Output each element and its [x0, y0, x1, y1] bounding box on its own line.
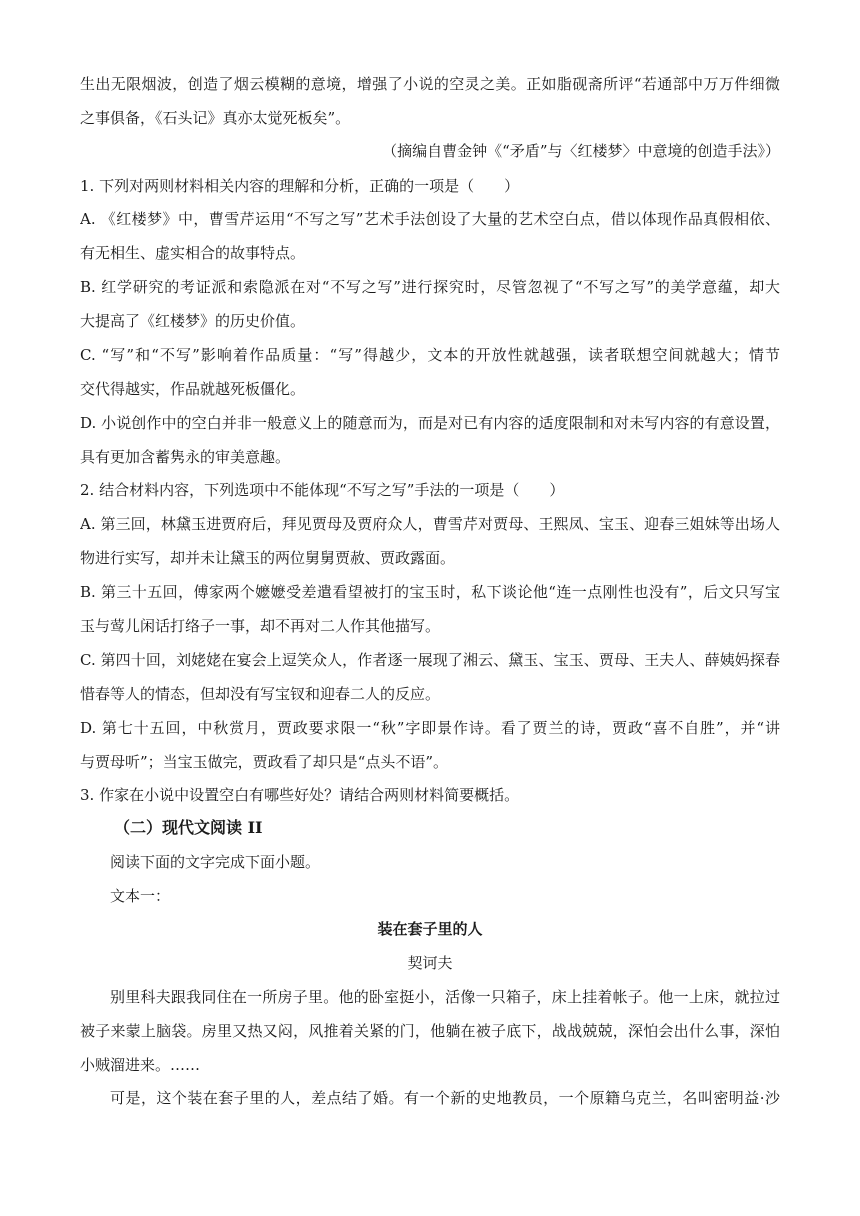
q2-option-a: A. 第三回，林黛玉进贾府后，拜见贾母及贾府众人，曹雪芹对贾母、王熙凤、宝玉、迎春三姐妹等出场人	[80, 515, 780, 533]
q1-option-a-cont: 有无相生、虚实相合的故事特点。	[80, 244, 306, 262]
story-paragraph-line: 小贼溜进来。……	[80, 1056, 201, 1074]
q1-option-c-cont: 交代得越实，作品就越死板僵化。	[80, 380, 306, 398]
q2-option-b: B. 第三十五回，傅家两个嬷嬷受差遣看望被打的宝玉时，私下谈论他“连一点刚性也没有”，后文只写宝	[80, 583, 780, 601]
q1-option-a: A. 《红楼梦》中，曹雪芹运用“不写之写”艺术手法创设了大量的艺术空白点，借以体现作品真假相依、	[80, 210, 780, 228]
q2-option-c: C. 第四十回，刘姥姥在宴会上逗笑众人，作者逐一展现了湘云、黛玉、宝玉、贾母、王夫人、薛姨妈探春	[80, 651, 780, 669]
story-author: 契诃夫	[407, 954, 453, 972]
q1-option-c: C. “写”和“不写”影响着作品质量：“写”得越少，文本的开放性就越强，读者联想空间就越大；情节	[80, 346, 780, 364]
reading-instruction: 阅读下面的文字完成下面小题。	[110, 853, 321, 871]
section-heading: （二）现代文阅读 II	[114, 818, 263, 837]
passage-line: 之事俱备，《石头记》真亦太觉死板矣”。	[80, 109, 351, 127]
q1-option-b-cont: 大提高了《红楼梦》的历史价值。	[80, 312, 306, 330]
story-paragraph-line: 别里科夫跟我同住在一所房子里。他的卧室挺小，活像一只箱子，床上挂着帐子。他一上床，就拉过	[110, 988, 780, 1006]
q2-option-b-cont: 玉与莺儿闲话打络子一事，却不再对二人作其他描写。	[80, 617, 441, 635]
story-title: 装在套子里的人	[377, 920, 483, 938]
q2-option-d-cont: 与贾母听”；当宝玉做完，贾政看了却只是“点头不语”。	[80, 753, 449, 771]
passage-line: 生出无限烟波，创造了烟云模糊的意境，增强了小说的空灵之美。正如脂砚斋所评“若通部中万万件细微	[80, 75, 780, 93]
text-label: 文本一：	[110, 887, 171, 905]
story-paragraph-line: 被子来蒙上脑袋。房里又热又闷，风推着关紧的门，他躺在被子底下，战战兢兢，深怕会出什么事，深怕	[80, 1022, 780, 1040]
q1-option-b: B. 红学研究的考证派和索隐派在对“不写之写”进行探究时，尽管忽视了“不写之写”的美学意蕴，却大	[80, 278, 780, 296]
citation: （摘编自曹金钟《“矛盾”与〈红楼梦〉中意境的创造手法》）	[382, 142, 780, 160]
question-1-stem: 1. 下列对两则材料相关内容的理解和分析，正确的一项是（ ）	[80, 177, 520, 195]
question-3-stem: 3. 作家在小说中设置空白有哪些好处？请结合两则材料简要概括。	[80, 786, 520, 804]
story-paragraph-line: 可是，这个装在套子里的人，差点结了婚。有一个新的史地教员，一个原籍乌克兰，名叫密明益·沙	[110, 1089, 780, 1107]
q2-option-a-cont: 物进行实写，却并未让黛玉的两位舅舅贾赦、贾政露面。	[80, 549, 456, 567]
q2-option-d: D. 第七十五回，中秋赏月，贾政要求限一“秋”字即景作诗。看了贾兰的诗，贾政“喜不自胜”，并“讲	[80, 719, 780, 737]
q1-option-d-cont: 具有更加含蓄隽永的审美意趣。	[80, 448, 291, 466]
q2-option-c-cont: 惜春等人的情态，但却没有写宝钗和迎春二人的反应。	[80, 685, 441, 703]
question-2-stem: 2. 结合材料内容，下列选项中不能体现“不写之写”手法的一项是（ ）	[80, 481, 565, 499]
q1-option-d: D. 小说创作中的空白并非一般意义上的随意而为，而是对已有内容的适度限制和对未写内容的有意设置，	[80, 414, 780, 432]
